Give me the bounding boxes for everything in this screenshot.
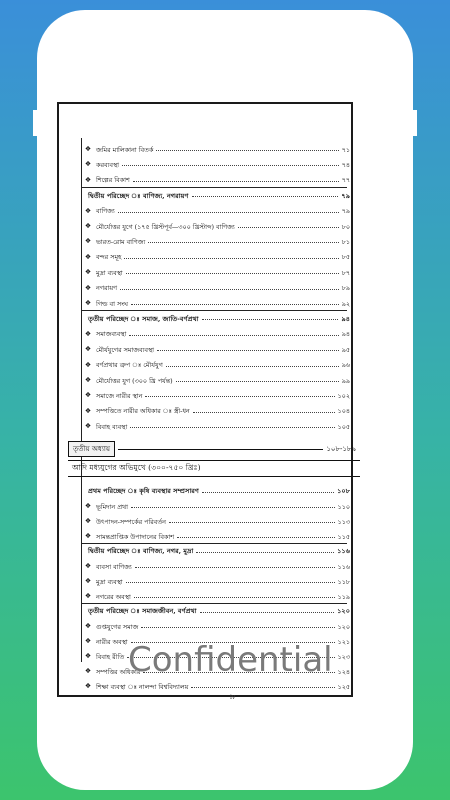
bullet-icon: ❖ <box>84 391 92 400</box>
toc-entry-page: ১১৬ <box>337 547 350 556</box>
toc-entry[interactable] <box>82 219 353 230</box>
chapter-subtitle-text: আদি মধ্যযুগের অভিমুখে (৩০০-৭৫০ খ্রিঃ) <box>72 463 201 472</box>
dot-leader <box>200 611 334 613</box>
toc-entry-page: ৮৭ <box>341 268 350 277</box>
toc-entry-page: ৭৪ <box>341 160 350 169</box>
toc-entry-title: নারীর অবস্থা <box>96 637 128 646</box>
toc-entry-page: ৮১ <box>341 237 350 246</box>
dot-leader <box>118 211 339 213</box>
toc-entry-title: নগরায়ণ <box>96 284 118 293</box>
toc-entry[interactable] <box>82 574 353 585</box>
dot-leader <box>130 426 334 428</box>
dot-leader <box>131 506 335 508</box>
bullet-icon: ❖ <box>84 237 92 246</box>
toc-entry[interactable] <box>82 204 353 215</box>
bullet-icon: ❖ <box>84 577 92 585</box>
toc-entry-page: ৯৯ <box>341 376 350 385</box>
toc-entry-page: ১২৪ <box>337 667 350 676</box>
toc-entry-title: সমাজে নারীর স্থান <box>96 391 143 400</box>
bullet-icon: ❖ <box>84 268 92 277</box>
side-key-left <box>33 110 37 136</box>
dot-leader <box>157 349 339 351</box>
toc-entry[interactable] <box>82 388 353 399</box>
bullet-icon: ❖ <box>84 422 92 431</box>
toc-entry-title: সম্পত্তিতে নারীর অধিকার ঃ স্ত্রী-ধন <box>96 407 190 416</box>
toc-entry-title: ভূমিদান প্রথা <box>96 502 128 511</box>
bullet-icon: ❖ <box>84 637 92 645</box>
toc-entry-page: ১১৮ <box>337 577 350 586</box>
toc-entry-title: ব্যবসা বাণিজ্য <box>96 562 132 571</box>
toc-entry-title: মুদ্রা ব্যবস্থা <box>96 268 123 277</box>
dot-leader <box>148 241 338 243</box>
chapter-subtitle <box>68 460 360 477</box>
chapter-label: তৃতীয় অধ্যায় <box>68 441 115 457</box>
dot-leader <box>133 180 339 182</box>
toc-entry-page: ১০৪ <box>337 407 350 416</box>
dot-leader <box>126 581 335 583</box>
chapter-range: ১০৮-১৮৯ <box>326 445 356 453</box>
book-page <box>57 102 356 701</box>
bullet-icon: ❖ <box>84 376 92 384</box>
dot-leader <box>129 334 338 336</box>
toc-entry-title: মৌর্যযুগের সমাজব্যবস্থা <box>96 345 155 354</box>
bullet-icon: ❖ <box>84 222 92 230</box>
toc-entry[interactable] <box>82 173 353 184</box>
bullet-icon: ❖ <box>84 406 92 415</box>
toc-entry[interactable] <box>82 250 353 261</box>
toc-entry-title: তৃতীয় পরিচ্ছেদ ঃ সমাজ, জাতি-বর্ণপ্রথা <box>88 314 199 323</box>
toc-entry-title: বাণিজ্য <box>96 207 115 216</box>
toc-entry-title: গুপ্তযুগের সমাজ <box>96 622 139 631</box>
toc-entry-page: ১২০ <box>337 607 350 616</box>
toc-entry-title: গিল্ড বা সংঘ <box>96 299 128 308</box>
bullet-icon: ❖ <box>84 345 92 354</box>
dot-leader <box>141 626 334 628</box>
dot-leader <box>156 149 338 151</box>
toc-entry-page: ৯৬ <box>341 361 350 370</box>
toc-entry-page: ৭৭ <box>341 176 350 185</box>
dot-leader <box>238 226 339 228</box>
bullet-icon: ❖ <box>84 517 92 525</box>
toc-entry[interactable] <box>82 373 353 384</box>
toc-entry-title: সমাজব্যবস্থা <box>96 330 127 339</box>
toc-section-heading[interactable] <box>82 604 353 615</box>
dot-leader <box>131 303 339 305</box>
toc-entry-title: করব্যবস্থা <box>96 160 120 169</box>
toc-entry-title: বিবাহ ব্যবস্থা <box>96 422 128 431</box>
toc-entry[interactable] <box>82 281 353 292</box>
toc-entry-title: তৃতীয় পরিচ্ছেদ ঃ সমাজজীবন, বর্ণপ্রথা <box>88 607 197 616</box>
toc-entry-title: দ্বিতীয় পরিচ্ছেদ ঃ বাণিজ্য, নগর, মুদ্রা <box>88 547 194 556</box>
toc-entry-title: ভারত-রোম বাণিজ্য <box>96 237 146 246</box>
toc-entry-title: বর্ণপ্রথার ত্রুপ ঃ মৌর্যযুগ <box>96 361 163 370</box>
dot-leader <box>124 257 338 259</box>
chapter-divider <box>68 442 360 456</box>
bullet-icon: ❖ <box>84 206 92 215</box>
toc-entry-page: ১২১ <box>337 637 350 646</box>
dot-leader <box>202 491 334 493</box>
toc-entry[interactable] <box>82 404 353 415</box>
toc-entry[interactable] <box>82 499 353 510</box>
toc-entry-page: ৮৫ <box>341 253 350 262</box>
bullet-icon: ❖ <box>84 592 92 600</box>
dot-leader <box>120 288 339 290</box>
dot-leader <box>191 686 334 688</box>
toc-entry-title: সামন্তপ্রাপ্তিক উপাদানের বিকাশ <box>96 532 175 541</box>
bullet-icon: ❖ <box>84 299 92 307</box>
dot-leader <box>176 380 339 382</box>
toc-entry-page: ৮৯ <box>341 284 350 293</box>
toc-entry-page: ১২৩ <box>337 652 350 661</box>
toc-entry-page: ৭১ <box>341 145 350 154</box>
dot-leader <box>196 551 334 553</box>
toc-entry-page: ৮০ <box>341 222 350 231</box>
toc-entry-title: শিক্ষা ব্যবস্থা ঃ নালন্দা বিশ্ববিদ্যালয় <box>96 682 189 691</box>
toc-entry-title: বিবাহ রীতি <box>96 652 125 661</box>
toc-entry-page: ৯২ <box>341 299 350 308</box>
toc-entry-title: প্রথম পরিচ্ছেদ ঃ কৃষি ব্যবস্থার সম্প্রসারণ <box>88 487 199 496</box>
toc-entry-title: জমির মালিকানা বিতর্ক <box>96 145 154 154</box>
toc-entry-title: সম্পত্তির অধিকার <box>96 667 141 676</box>
dot-leader <box>192 195 339 197</box>
toc-entry-page: ১২০ <box>337 622 350 631</box>
toc-entry[interactable] <box>82 358 353 369</box>
bullet-icon: ❖ <box>84 252 92 261</box>
dot-leader <box>169 521 335 523</box>
toc-section-heading[interactable] <box>82 484 353 495</box>
toc-entry-page: ১১৯ <box>337 592 350 601</box>
toc-entry-title: মুদ্রা ব্যবস্থা <box>96 577 123 586</box>
toc-entry-page: ৭৯ <box>341 207 350 216</box>
dot-leader <box>135 566 335 568</box>
dot-leader <box>145 395 334 397</box>
toc-entry[interactable] <box>82 514 353 525</box>
toc-entry[interactable] <box>82 327 353 338</box>
toc-entry[interactable] <box>82 342 353 353</box>
bullet-icon: ❖ <box>84 175 92 184</box>
toc-entry-title: উৎপাদন-সম্পর্কের পরিবর্তন <box>96 517 166 526</box>
toc-entry-page: ৯৪ <box>341 330 350 339</box>
toc-entry-title: নগরের অবস্থা <box>96 592 131 601</box>
toc-entry-page: ১১৬ <box>337 562 350 571</box>
dot-leader <box>122 164 339 166</box>
bullet-icon: ❖ <box>84 283 92 292</box>
chapter-line <box>118 449 323 450</box>
toc-section-heading[interactable] <box>82 311 353 322</box>
toc-entry[interactable] <box>82 157 353 168</box>
bullet-icon: ❖ <box>84 652 92 660</box>
toc-entry-title: মৌর্যোত্তর যুগ (৩০০ খ্রি পর্যন্ত) <box>96 376 173 385</box>
dot-leader <box>202 318 339 320</box>
dot-leader <box>177 536 335 538</box>
toc-section-heading[interactable] <box>82 544 353 555</box>
watermark: Confidential <box>128 640 333 680</box>
toc-section-heading[interactable] <box>82 188 353 199</box>
dot-leader <box>126 272 339 274</box>
toc-entry-title: মৌর্যোত্তর যুগে (১৭৫ খ্রিস্টপূর্ব—৩০০ খ্রিস্টাব্দ) বাণিজ্য <box>96 222 235 231</box>
bullet-icon: ❖ <box>84 667 92 675</box>
toc-entry-title: দ্বিতীয় পরিচ্ছেদ ঃ বাণিজ্য, নগরায়ণ <box>88 191 189 200</box>
bullet-icon: ❖ <box>84 160 92 169</box>
bullet-icon: ❖ <box>84 622 92 630</box>
toc-entry-page: ১০৫ <box>337 422 350 431</box>
toc-entry-title: শিল্পের বিকাশ <box>96 176 130 185</box>
bullet-icon: ❖ <box>84 502 92 510</box>
toc-entry[interactable] <box>82 619 353 630</box>
toc-entry-page: ৯৫ <box>341 345 350 354</box>
bullet-icon: ❖ <box>84 682 92 690</box>
toc-entry-page: ৭৯ <box>341 191 350 200</box>
toc-entry[interactable] <box>82 142 353 153</box>
toc-entry[interactable] <box>82 589 353 600</box>
toc-entry[interactable] <box>82 679 353 690</box>
toc-entry[interactable] <box>82 529 353 540</box>
toc-entry[interactable] <box>82 234 353 245</box>
toc-entry-page: ১১০ <box>337 502 350 511</box>
toc-entry-page: ১২৫ <box>337 682 350 691</box>
toc-entry[interactable] <box>82 265 353 276</box>
toc-entry-title: বন্দর সমূহ <box>96 253 122 262</box>
dot-leader <box>193 411 335 413</box>
toc-entry[interactable] <box>82 419 353 430</box>
dot-leader <box>166 365 339 367</box>
dot-leader <box>134 596 335 598</box>
toc-entry-page: ১১৫ <box>337 532 350 541</box>
toc-entry[interactable] <box>82 296 353 307</box>
page-number: iv <box>230 694 236 701</box>
toc-entry-page: ৯৪ <box>341 314 350 323</box>
bullet-icon: ❖ <box>84 145 92 153</box>
toc-entry-page: ১০৮ <box>337 487 350 496</box>
bullet-icon: ❖ <box>84 329 92 338</box>
toc-entry-page: ১০২ <box>337 391 350 400</box>
toc-entry[interactable] <box>82 559 353 570</box>
table-of-contents <box>72 138 356 701</box>
side-key-right <box>413 110 417 136</box>
toc-entry-page: ১১৩ <box>337 517 350 526</box>
bullet-icon: ❖ <box>84 360 92 369</box>
bullet-icon: ❖ <box>84 562 92 570</box>
bullet-icon: ❖ <box>84 532 92 540</box>
